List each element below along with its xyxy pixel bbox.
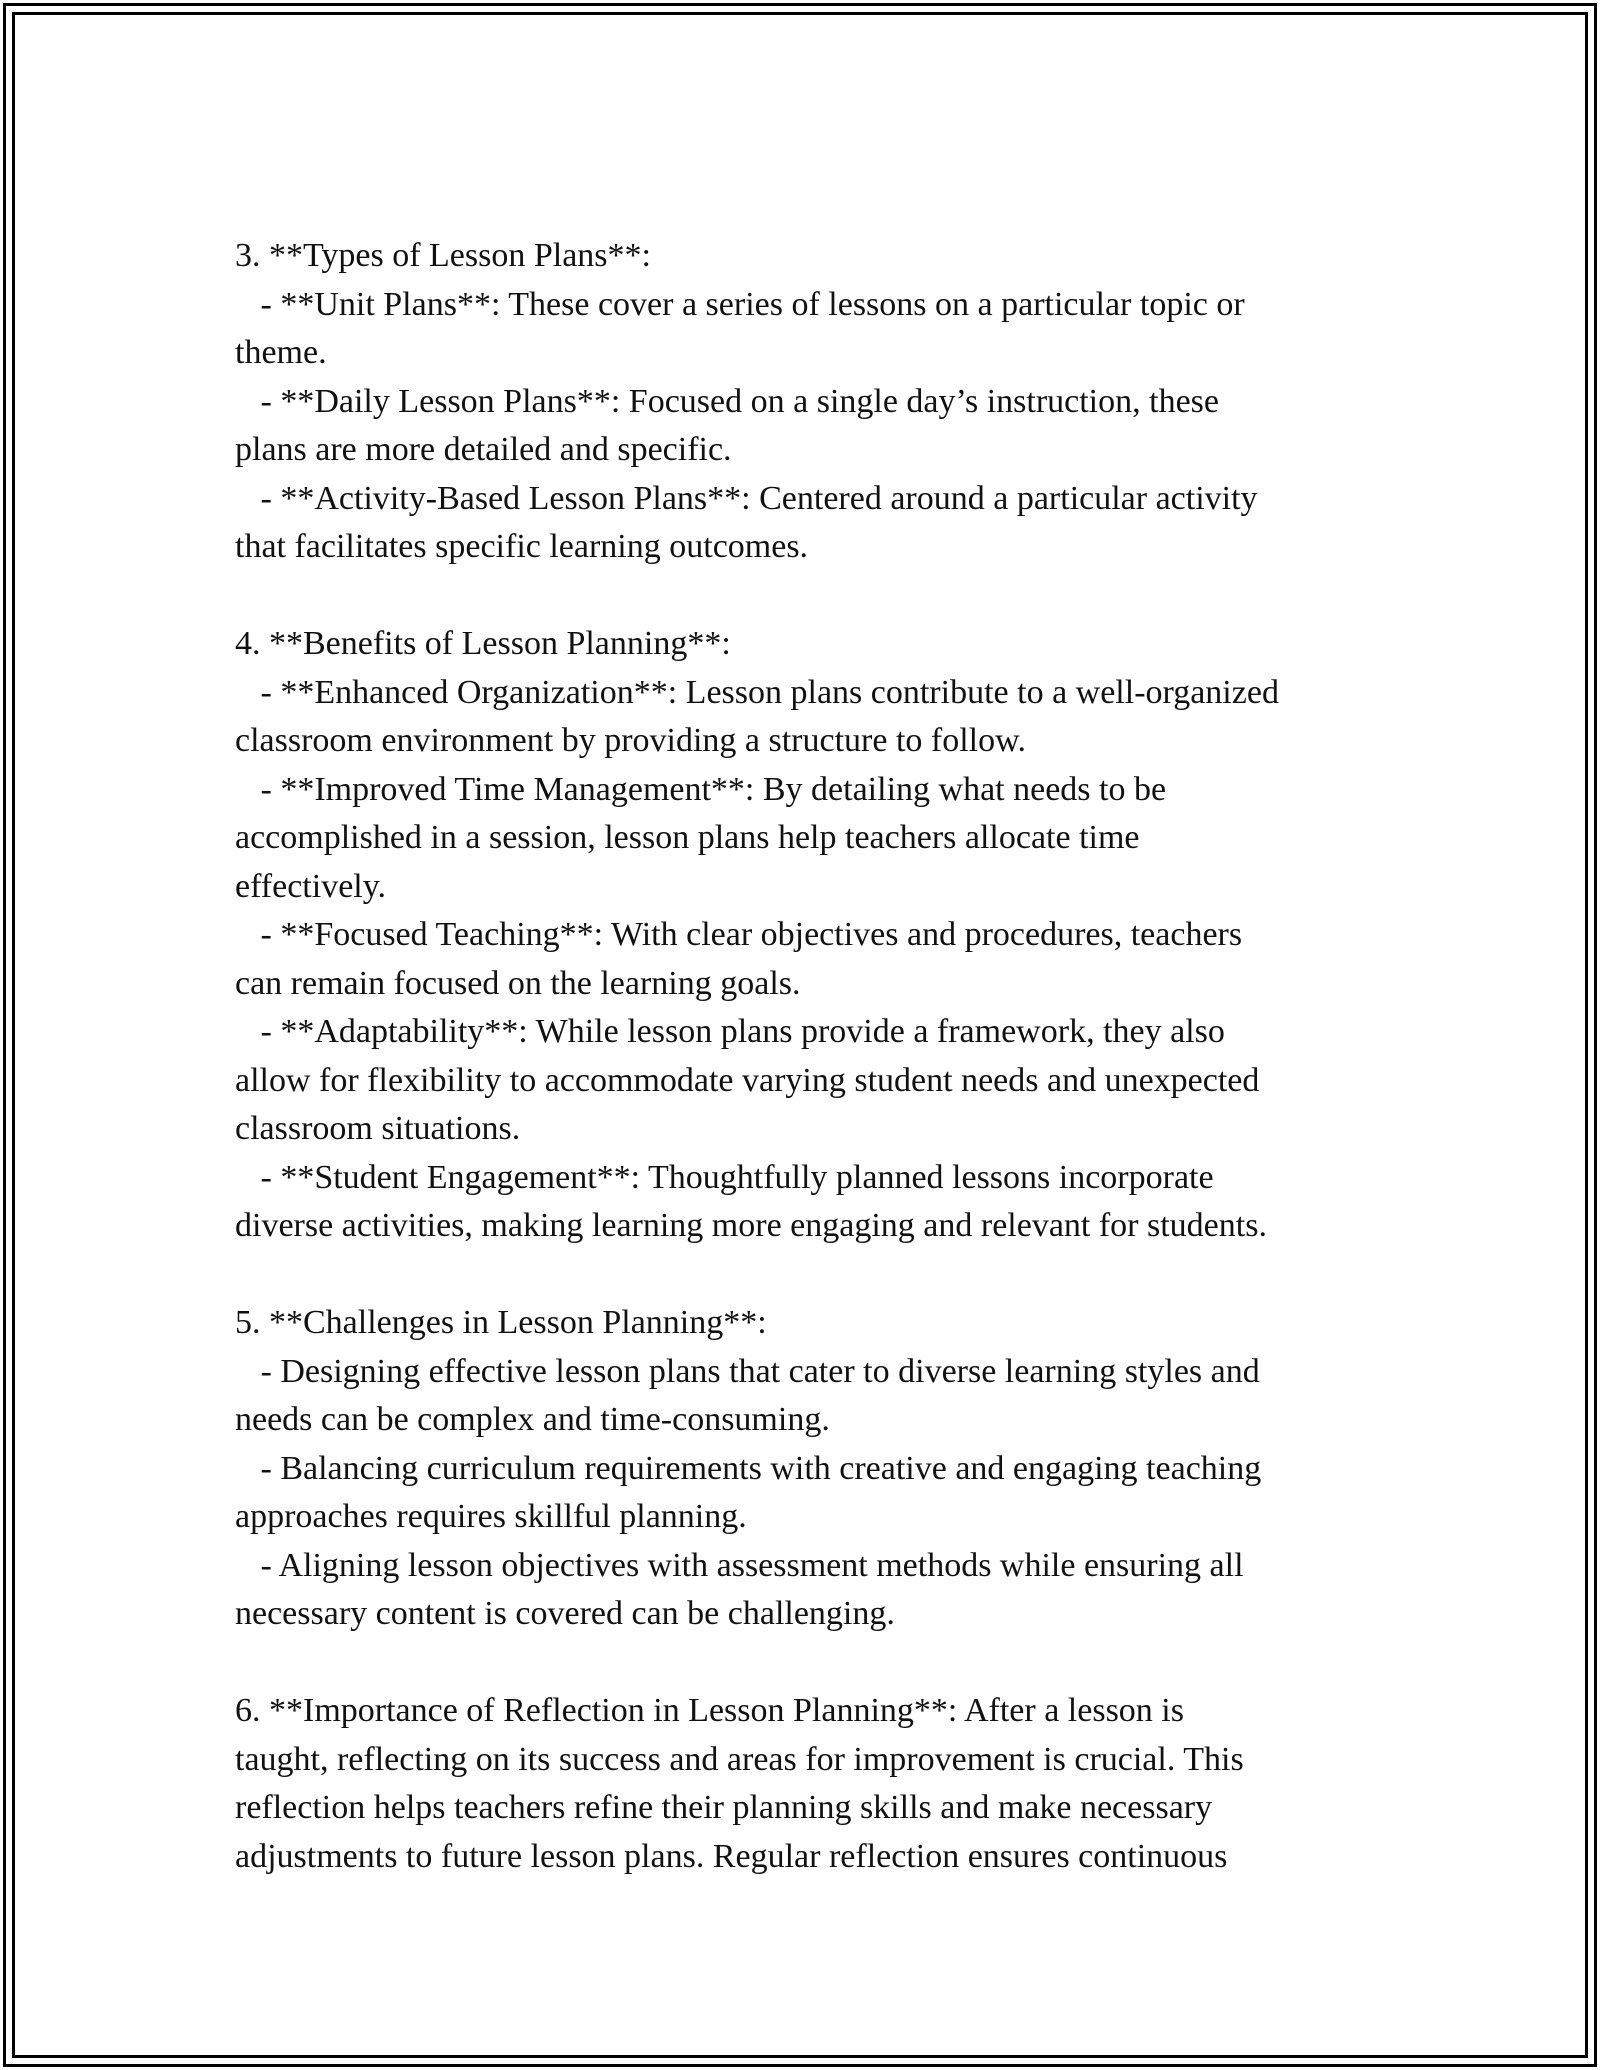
text-line: classroom environment by providing a structure to follow. <box>235 722 1026 759</box>
paragraph-gap <box>235 1639 1395 1688</box>
text-line: necessary content is covered can be challenging. <box>235 1595 895 1632</box>
text-line: - **Student Engagement**: Thoughtfully planned lessons incorporate <box>235 1158 1214 1196</box>
text-line: 5. **Challenges in Lesson Planning**: <box>235 1304 767 1341</box>
text-line: - **Unit Plans**: These cover a series of lessons on a particular topic or <box>235 285 1245 323</box>
text-line: that facilitates specific learning outcomes. <box>235 528 809 565</box>
text-line: adjustments to future lesson plans. Regular reflection ensures continuous <box>235 1837 1228 1875</box>
text-line: diverse activities, making learning more engaging and relevant for students. <box>235 1207 1267 1244</box>
text-line: taught, reflecting on its success and areas for improvement is crucial. This <box>235 1740 1244 1778</box>
text-line: - Designing effective lesson plans that cater to diverse learning styles and <box>235 1352 1260 1390</box>
text-line: effectively. <box>235 867 387 905</box>
text-line: approaches requires skillful planning. <box>235 1498 747 1535</box>
text-line: can remain focused on the learning goals. <box>235 964 801 1002</box>
text-line: - **Enhanced Organization**: Lesson plans contribute to a well-organized <box>235 673 1279 711</box>
text-line: reflection helps teachers refine their planning skills and make necessary <box>235 1789 1213 1826</box>
text-line: theme. <box>235 334 327 371</box>
text-line: classroom situations. <box>235 1110 521 1147</box>
document-body <box>235 232 1395 1881</box>
text-line: 3. **Types of Lesson Plans**: <box>235 237 651 274</box>
text-line: - **Focused Teaching**: With clear objectives and procedures, teachers <box>235 916 1243 953</box>
text-line: - **Daily Lesson Plans**: Focused on a single day’s instruction, these <box>235 382 1219 420</box>
text-line: accomplished in a session, lesson plans help teachers allocate time <box>235 819 1140 856</box>
paragraph-gap <box>235 572 1395 621</box>
text-line: - Aligning lesson objectives with assessment methods while ensuring all <box>235 1546 1244 1584</box>
text-line: needs can be complex and time-consuming. <box>235 1401 830 1438</box>
paragraph-gap <box>235 1251 1395 1300</box>
text-line: 6. **Importance of Reflection in Lesson Planning**: After a lesson is <box>235 1692 1184 1729</box>
text-line: - **Activity-Based Lesson Plans**: Centered around a particular activity <box>235 479 1258 517</box>
text-line: - Balancing curriculum requirements with creative and engaging teaching <box>235 1449 1262 1487</box>
text-line: - **Improved Time Management**: By detailing what needs to be <box>235 770 1167 808</box>
text-line: 4. **Benefits of Lesson Planning**: <box>235 625 731 662</box>
text-line: - **Adaptability**: While lesson plans provide a framework, they also <box>235 1013 1225 1050</box>
text-line: allow for flexibility to accommodate varying student needs and unexpected <box>235 1061 1260 1099</box>
text-line: plans are more detailed and specific. <box>235 431 732 468</box>
